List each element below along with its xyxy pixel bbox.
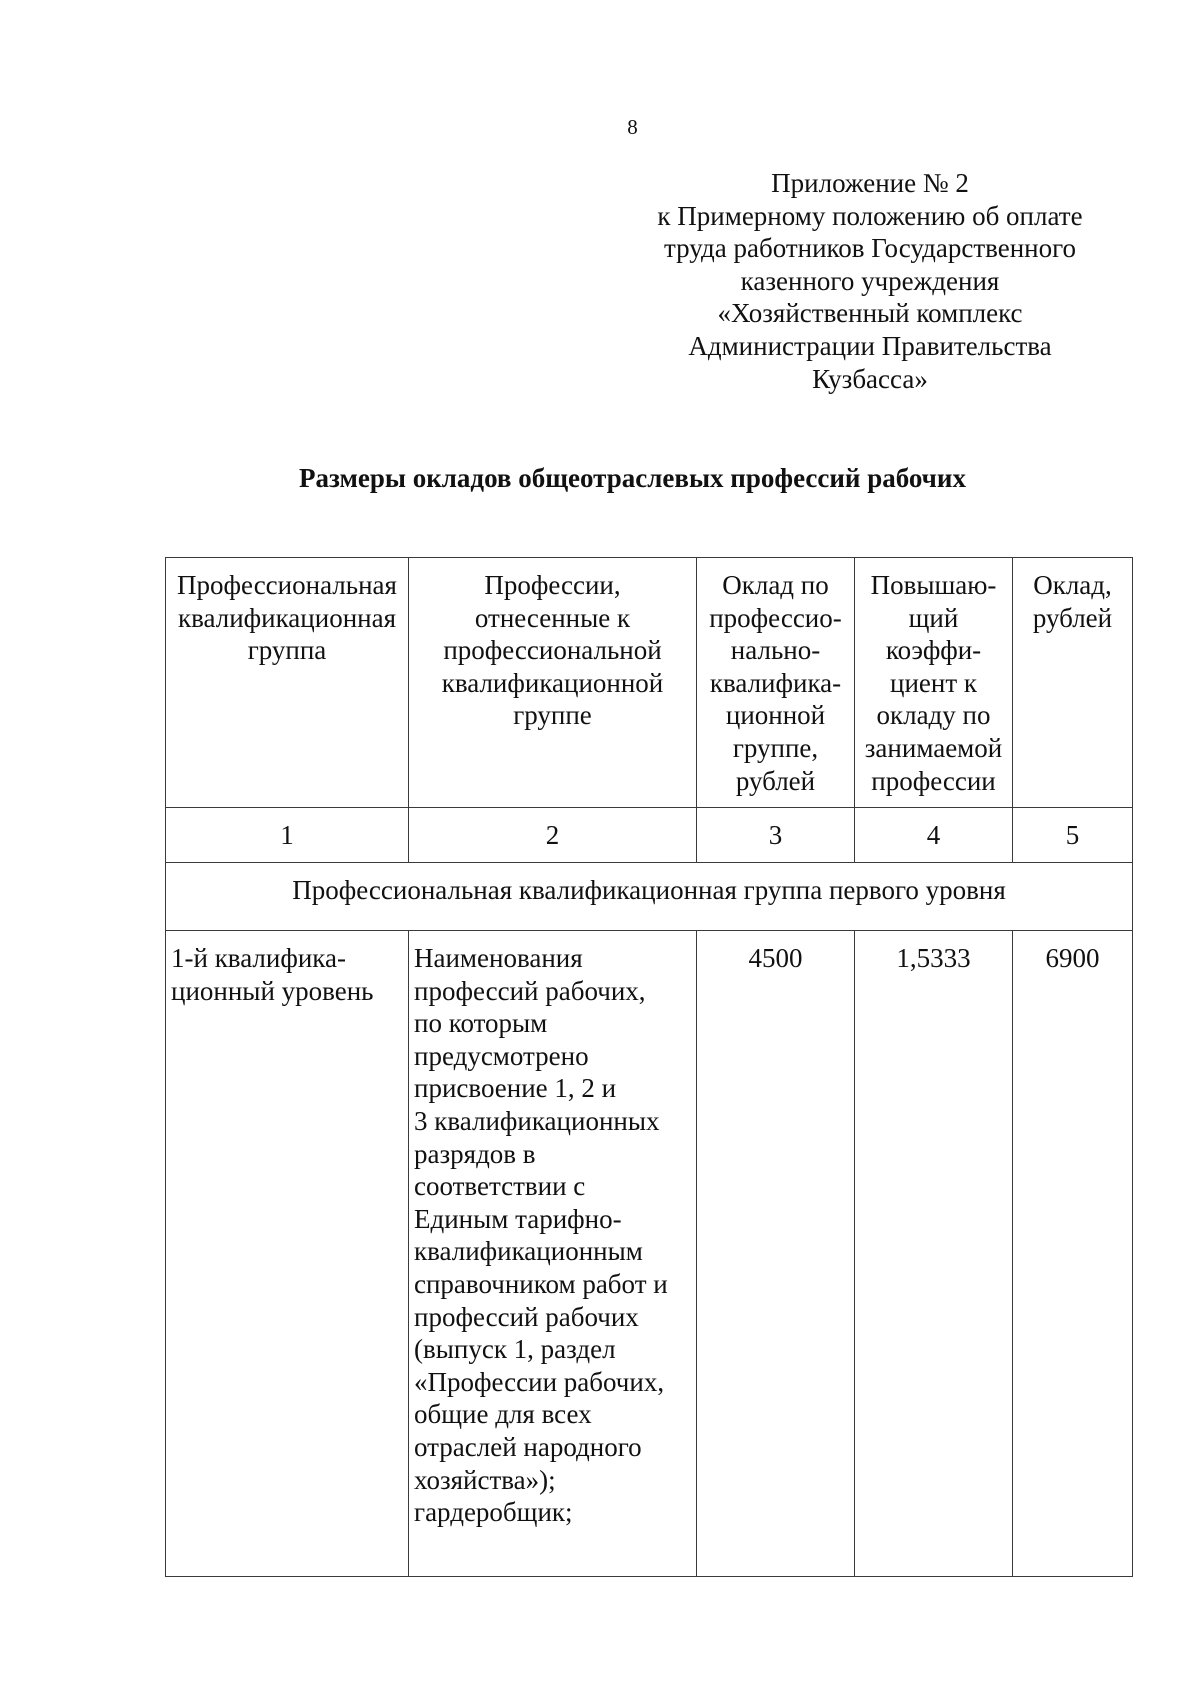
profession-line: 3 квалификационных <box>414 1105 660 1136</box>
profession-line: разрядов в <box>414 1138 536 1169</box>
profession-line: квалификационным <box>414 1236 643 1267</box>
header-line: группа <box>247 635 327 666</box>
profession-line: отраслей народного <box>414 1431 642 1462</box>
salary-table <box>165 557 1133 1577</box>
header-line: группе <box>513 700 592 731</box>
profession-line: присвоение 1, 2 и <box>414 1073 617 1104</box>
profession-line: (выпуск 1, раздел <box>414 1334 616 1365</box>
header-group <box>166 558 409 808</box>
header-line: группе, <box>732 732 819 763</box>
header-professions <box>409 558 697 808</box>
header-salary-group <box>697 558 855 808</box>
header-line: рублей <box>1032 602 1113 633</box>
salary-group-value: 4500 <box>697 931 855 1577</box>
profession-line: соответствии с <box>414 1171 586 1202</box>
header-line: рублей <box>735 765 816 796</box>
qualification-level <box>166 931 409 1577</box>
header-line: коэффи- <box>885 635 982 666</box>
header-line: Повышаю- <box>870 570 997 600</box>
profession-line: гардеробщик; <box>414 1497 573 1528</box>
table-header-row <box>166 558 1133 808</box>
column-number: 5 <box>1013 808 1133 863</box>
profession-line: Наименования <box>414 943 583 973</box>
profession-line: Единым тарифно- <box>414 1203 622 1234</box>
column-number: 1 <box>166 808 409 863</box>
header-line: Профессии, <box>484 570 621 600</box>
appendix-line: труда работников Государственного <box>663 233 1077 264</box>
appendix-line: Кузбасса» <box>812 363 928 394</box>
salary-value: 6900 <box>1013 931 1133 1577</box>
profession-line: профессий рабочих, <box>414 975 646 1006</box>
profession-line: хозяйства»); <box>414 1464 556 1495</box>
level-line: 1-й квалифика- <box>171 943 346 973</box>
header-line: циент к <box>890 667 977 698</box>
profession-line: предусмотрено <box>414 1040 589 1071</box>
level-line: ционный уровень <box>171 975 374 1006</box>
header-line: квалификационной <box>441 667 664 698</box>
header-line: занимаемой <box>864 732 1003 763</box>
header-line: ционной <box>725 700 826 731</box>
header-line: щий <box>908 602 959 633</box>
profession-line: общие для всех <box>414 1399 592 1430</box>
header-line: окладу по <box>876 700 991 731</box>
page-number: 8 <box>627 115 638 139</box>
profession-line: профессий рабочих <box>414 1301 639 1332</box>
coefficient-value: 1,5333 <box>855 931 1013 1577</box>
column-number-row <box>166 808 1133 863</box>
profession-line: «Профессии рабочих, <box>414 1366 665 1397</box>
header-coefficient <box>855 558 1013 808</box>
appendix-line: «Хозяйственный комплекс <box>717 298 1023 329</box>
document-title: Размеры окладов общеотраслевых профессий рабочих <box>299 463 966 493</box>
header-salary <box>1013 558 1133 808</box>
header-line: профессио- <box>709 602 842 633</box>
header-line: Профессиональная <box>177 570 397 600</box>
header-line: Оклад по <box>722 570 829 600</box>
appendix-line: к Примерному положению об оплате <box>657 200 1083 231</box>
header-line: квалифика- <box>709 667 842 698</box>
professions-list <box>409 931 697 1577</box>
header-line: нально- <box>730 635 821 666</box>
column-number: 4 <box>855 808 1013 863</box>
profession-line: по которым <box>414 1008 548 1039</box>
section-title: Профессиональная квалификационная группа первого уровня <box>166 863 1133 931</box>
header-line: отнесенные к <box>474 602 631 633</box>
section-row <box>166 863 1133 931</box>
table-row <box>166 931 1133 1577</box>
appendix-line: Администрации Правительства <box>688 330 1052 361</box>
header-line: Оклад, <box>1033 570 1112 600</box>
header-line: профессиональной <box>443 635 662 666</box>
header-line: квалификационная <box>178 602 396 633</box>
appendix-reference <box>640 167 1100 395</box>
column-number: 3 <box>697 808 855 863</box>
header-line: профессии <box>871 765 996 796</box>
appendix-line: казенного учреждения <box>740 265 1000 296</box>
column-number: 2 <box>409 808 697 863</box>
profession-line: справочником работ и <box>414 1268 668 1299</box>
appendix-line: Приложение № 2 <box>771 168 969 198</box>
